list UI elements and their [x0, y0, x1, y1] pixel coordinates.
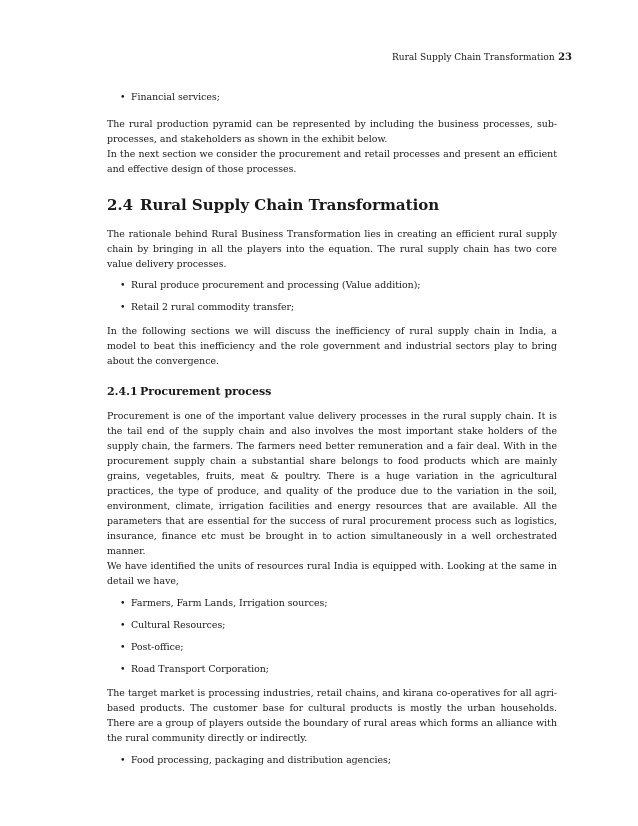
subsection-number: 2.4.1: [107, 385, 138, 398]
resources-bullet-list: [107, 596, 557, 677]
bullet-icon: •: [120, 302, 126, 313]
top-bullet-list: [107, 90, 557, 105]
section-heading: [107, 196, 557, 214]
list-item: • Farmers, Farm Lands, Irrigation sources;: [120, 598, 328, 609]
page-body: [107, 90, 557, 768]
bullet-icon: •: [120, 92, 126, 103]
running-title: Rural Supply Chain Transformation: [392, 53, 555, 63]
list-item: • Post-office;: [120, 642, 184, 653]
page-number: 23: [558, 52, 572, 63]
bullet-icon: •: [120, 755, 126, 766]
subsection-paragraph-3: The target market is processing industries, retail chains, and kirana co-operatives for all agri-based products. The customer base for cultural products is mostly the urban households. There are a group of players outside the boundary of rural areas which forms an alliance with the rural community directly or indirectly.: [107, 688, 557, 744]
subsection-title: Procurement process: [140, 385, 272, 398]
intro-paragraph-2: In the next section we consider the procurement and retail processes and present an efficient and effective design of those processes.: [107, 149, 557, 175]
bullet-icon: •: [120, 598, 126, 609]
section-title: Rural Supply Chain Transformation: [140, 196, 440, 214]
intro-paragraph-1: The rural production pyramid can be represented by including the business processes, sub-processes, and stakeholders as shown in the exhibit below.: [107, 119, 557, 145]
section-number: 2.4: [107, 196, 134, 214]
section-paragraph-1: The rationale behind Rural Business Transformation lies in creating an efficient rural supply chain by bringing in all the players into the equation. The rural supply chain has two core value delivery processes.: [107, 229, 557, 270]
subsection-paragraph-1: Procurement is one of the important value delivery processes in the rural supply chain. It is the tail end of the supply chain and also involves the most important stake holders of the supply chain, the farmers. The farmers need better remuneration and a fair deal. With in the procurement supply chain a substantial share belongs to food products which are mainly grains, vegetables, fruits, meat & poultry. There is a huge variation in the agricultural practices, the type of produce, and quality of the produce due to the variation in the soil, environment, climate, irrigation facilities and energy resources that are available. All the parameters that are essential for the success of rural procurement process such as logistics, insurance, finance etc must be brought in to action simultaneously in a well orchestrated manner.: [107, 411, 557, 557]
section-paragraph-2: In the following sections we will discuss the inefficiency of rural supply chain in India, a model to beat this inefficiency and the role government and industrial sectors play to bring about the convergence.: [107, 326, 557, 367]
subsection-paragraph-2: We have identified the units of resources rural India is equipped with. Looking at the same in detail we have,: [107, 561, 557, 587]
bullet-icon: •: [120, 642, 126, 653]
final-bullet-list: [107, 753, 557, 768]
list-item: • Financial services;: [120, 92, 220, 103]
list-item: • Road Transport Corporation;: [120, 664, 269, 675]
list-item: • Cultural Resources;: [120, 620, 226, 631]
list-item: • Rural produce procurement and processing (Value addition);: [120, 280, 421, 291]
list-item: • Retail 2 rural commodity transfer;: [120, 302, 295, 313]
running-header: [392, 53, 572, 63]
list-item: • Food processing, packaging and distribution agencies;: [120, 755, 392, 766]
subsection-heading: [107, 385, 557, 399]
section-bullet-list: [107, 278, 557, 315]
bullet-icon: •: [120, 280, 126, 291]
bullet-icon: •: [120, 620, 126, 631]
bullet-icon: •: [120, 664, 126, 675]
